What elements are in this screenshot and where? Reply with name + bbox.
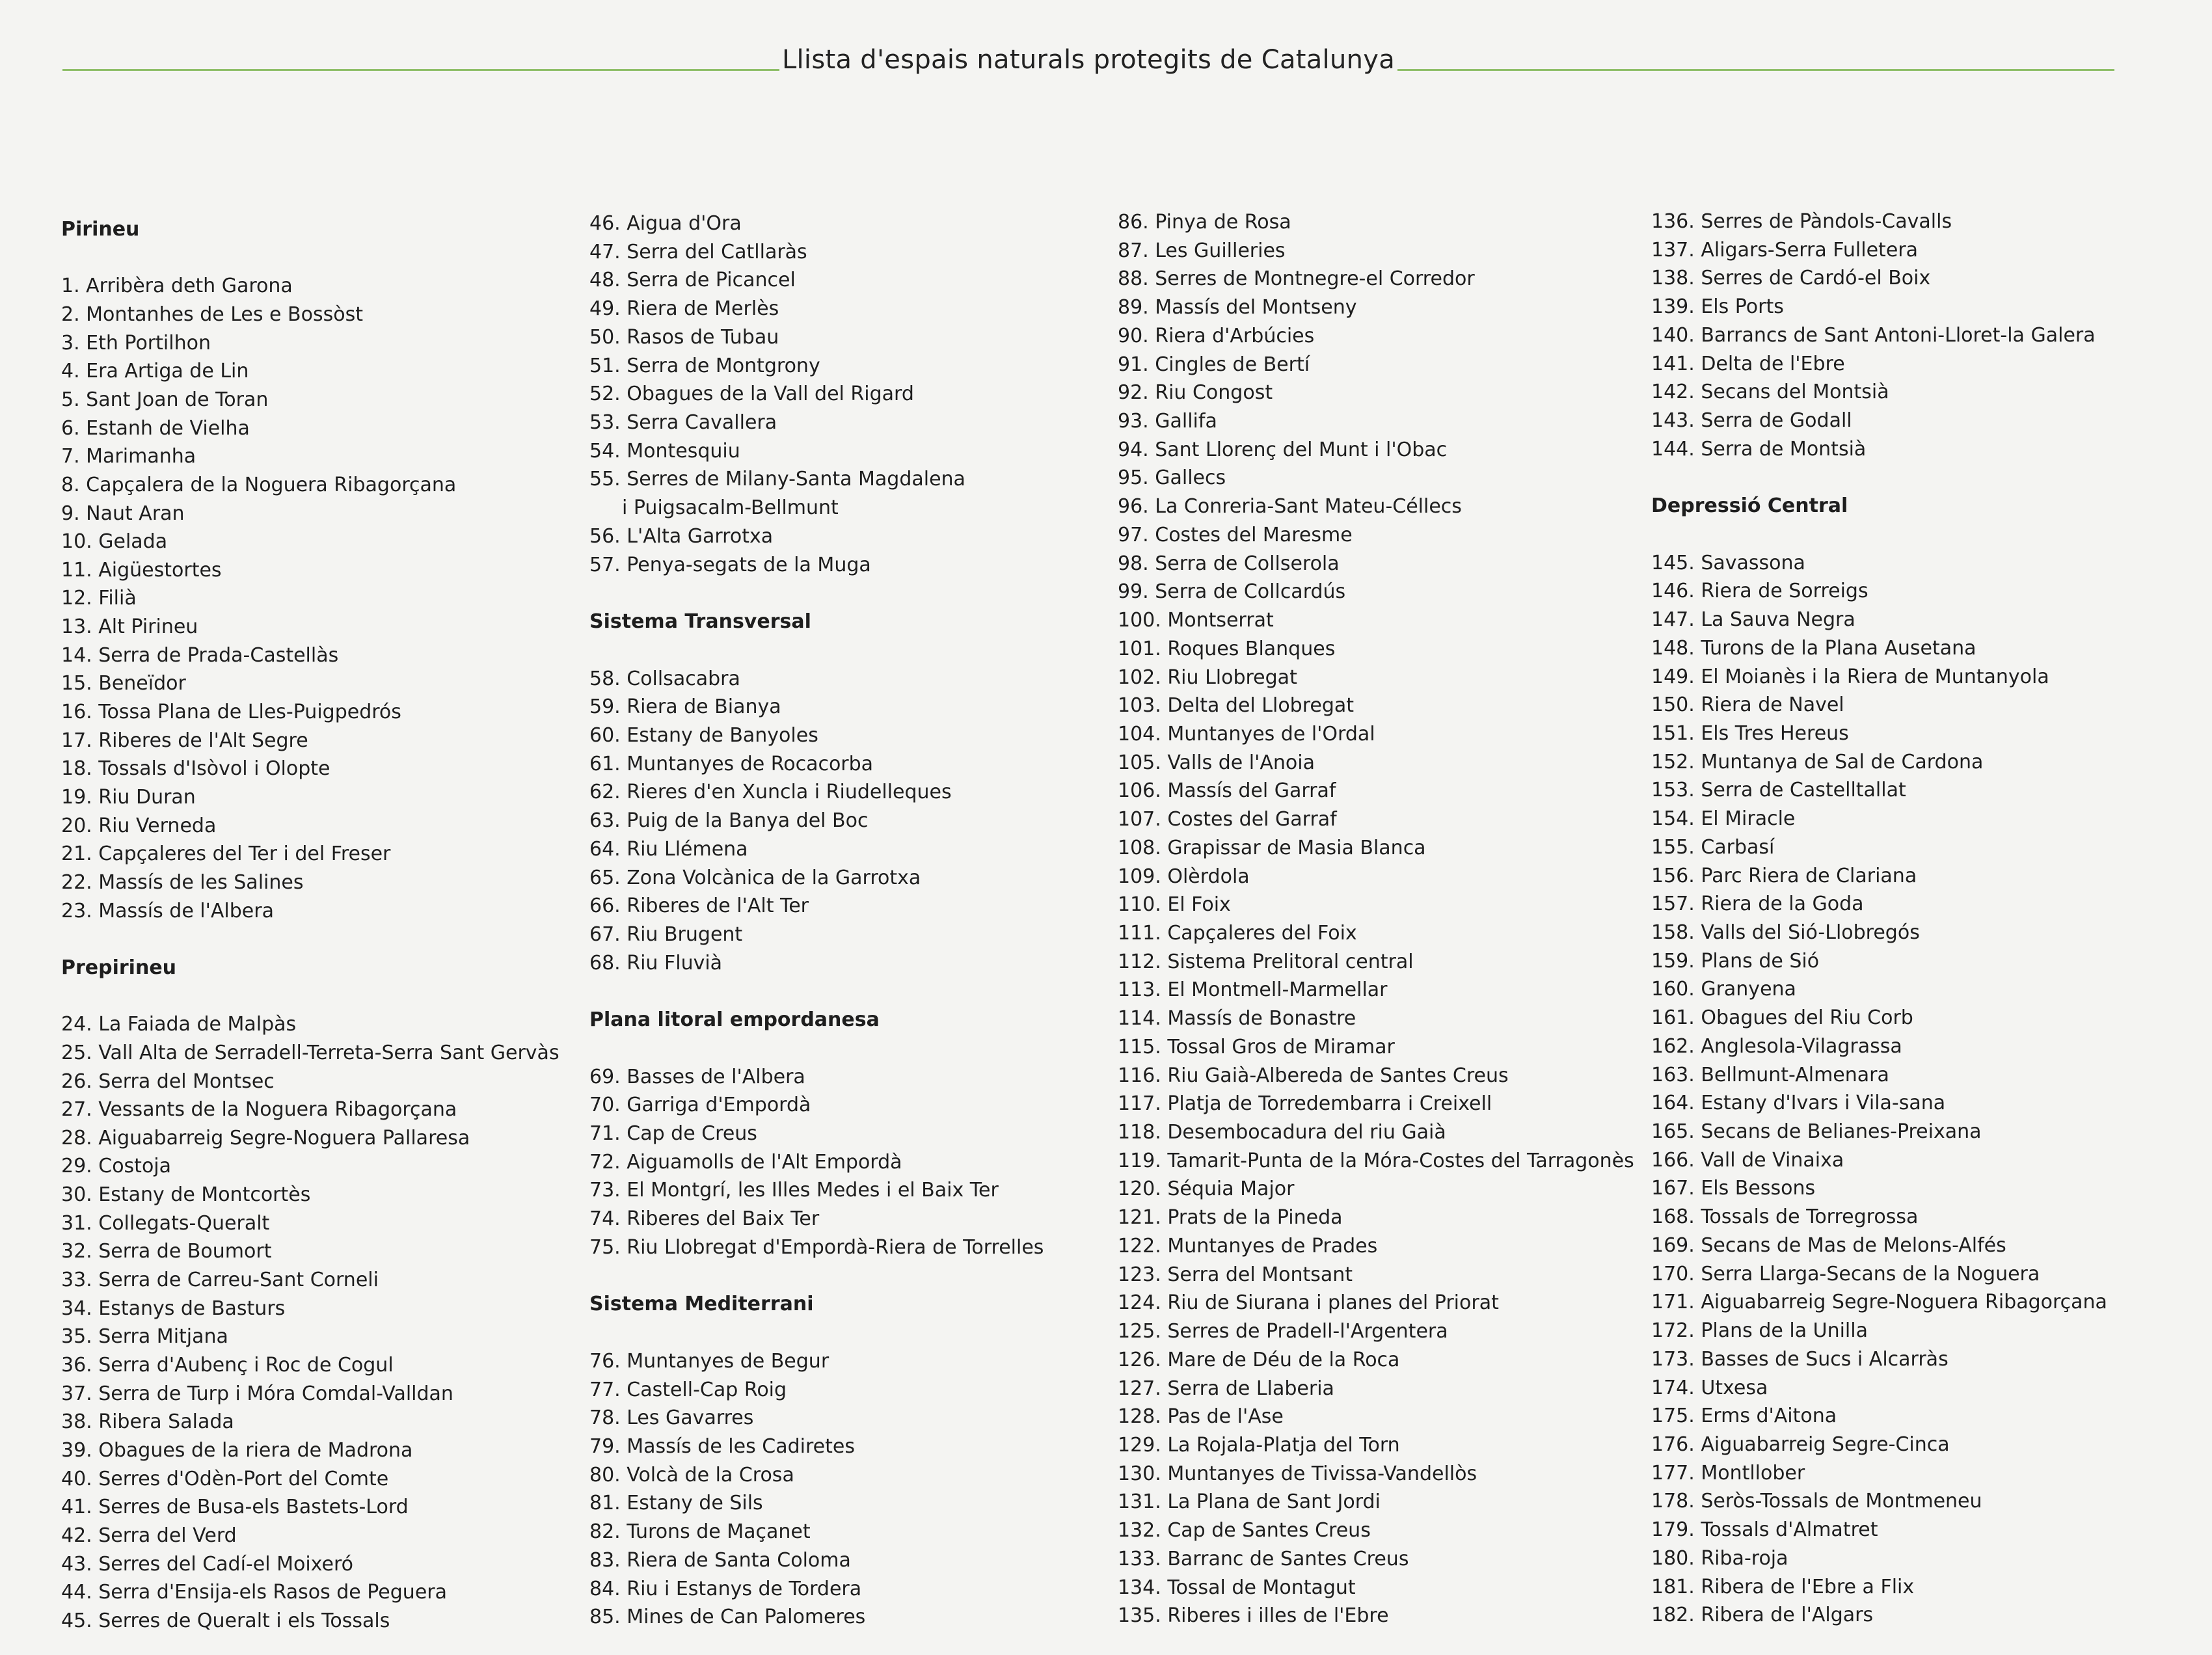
list-item: 58. Collsacabra	[589, 667, 740, 690]
list-item: 75. Riu Llobregat d'Empordà-Riera de Torrelles	[589, 1235, 1044, 1259]
list-item: 59. Riera de Bianya	[589, 695, 781, 719]
list-item: 26. Serra del Montsec	[61, 1070, 275, 1093]
list-item: 141. Delta de l'Ebre	[1651, 352, 1845, 375]
list-item: 162. Anglesola-Vilagrassa	[1651, 1034, 1902, 1058]
region-heading: Pirineu	[61, 218, 140, 241]
list-item: 8. Capçalera de la Noguera Ribagorçana	[61, 473, 457, 496]
list-item: 126. Mare de Déu de la Roca	[1118, 1348, 1400, 1371]
list-item: 50. Rasos de Tubau	[589, 325, 779, 349]
list-item: 12. Filià	[61, 587, 137, 610]
list-item: 86. Pinya de Rosa	[1118, 211, 1291, 234]
list-item: 131. La Plana de Sant Jordi	[1118, 1490, 1381, 1514]
list-item: 105. Valls de l'Anoia	[1118, 751, 1315, 774]
list-item: 27. Vessants de la Noguera Ribagorçana	[61, 1098, 457, 1122]
list-item: 163. Bellmunt-Almenara	[1651, 1063, 1889, 1086]
list-item: 138. Serres de Cardó-el Boix	[1651, 267, 1931, 290]
list-item: 3. Eth Portilhon	[61, 331, 211, 355]
list-item: 70. Garriga d'Empordà	[589, 1094, 811, 1117]
list-item: 176. Aiguabarreig Segre-Cinca	[1651, 1433, 1950, 1456]
list-item: 178. Seròs-Tossals de Montmeneu	[1651, 1490, 1982, 1513]
list-item: 171. Aiguabarreig Segre-Noguera Ribagorçana	[1651, 1291, 2107, 1314]
list-item: 144. Serra de Montsià	[1651, 437, 1867, 461]
list-item: 49. Riera de Merlès	[589, 297, 779, 321]
list-item: 136. Serres de Pàndols-Cavalls	[1651, 210, 1952, 233]
list-item: 48. Serra de Picancel	[589, 269, 796, 292]
list-item: 129. La Rojala-Platja del Torn	[1118, 1433, 1400, 1457]
list-item: 4. Era Artiga de Lin	[61, 360, 249, 383]
list-item: 92. Riu Congost	[1118, 381, 1273, 405]
list-item: 29. Costoja	[61, 1155, 172, 1178]
list-item: 90. Riera d'Arbúcies	[1118, 324, 1315, 347]
list-item: 80. Volcà de la Crosa	[589, 1463, 794, 1487]
list-item: 94. Sant Llorenç del Munt i l'Obac	[1118, 438, 1448, 461]
list-item: 85. Mines de Can Palomeres	[589, 1606, 866, 1629]
list-item: 65. Zona Volcànica de la Garrotxa	[589, 866, 921, 889]
list-item: 150. Riera de Navel	[1651, 693, 1844, 717]
list-item: 53. Serra Cavallera	[589, 411, 777, 435]
page-header	[62, 44, 2114, 75]
list-item: 106. Massís del Garraf	[1118, 779, 1336, 803]
list-item: 82. Turons de Maçanet	[589, 1520, 811, 1544]
list-item: 61. Muntanyes de Rocacorba	[589, 752, 874, 775]
list-item: 113. El Montmell-Marmellar	[1118, 978, 1388, 1002]
list-item: 14. Serra de Prada-Castellàs	[61, 643, 339, 667]
list-item: 52. Obagues de la Vall del Rigard	[589, 383, 914, 406]
list-item: 122. Muntanyes de Prades	[1118, 1234, 1378, 1258]
list-item: 41. Serres de Busa-els Bastets-Lord	[61, 1496, 409, 1519]
list-item: 63. Puig de la Banya del Boc	[589, 809, 869, 833]
list-item: 101. Roques Blanques	[1118, 637, 1336, 660]
list-item: 60. Estany de Banyoles	[589, 723, 818, 747]
list-item: 167. Els Bessons	[1651, 1177, 1816, 1200]
list-item: 91. Cingles de Bertí	[1118, 353, 1310, 376]
list-item: 72. Aiguamolls de l'Alt Empordà	[589, 1150, 902, 1174]
list-item: 147. La Sauva Negra	[1651, 608, 1855, 632]
list-item: 18. Tossals d'Isòvol i Olopte	[61, 757, 330, 781]
list-item: 95. Gallecs	[1118, 466, 1226, 490]
region-heading: Sistema Mediterrani	[589, 1293, 814, 1316]
list-item: 145. Savassona	[1651, 551, 1805, 574]
list-item: 109. Olèrdola	[1118, 865, 1250, 888]
list-item: 156. Parc Riera de Clariana	[1651, 864, 1917, 887]
list-item: 55. Serres de Milany-Santa Magdalena	[589, 468, 965, 491]
list-item: 155. Carbasí	[1651, 835, 1775, 859]
list-item: 114. Massís de Bonastre	[1118, 1007, 1356, 1030]
list-item: 118. Desembocadura del riu Gaià	[1118, 1121, 1446, 1144]
list-item: 81. Estany de Sils	[589, 1492, 763, 1515]
list-item: 175. Erms d'Aitona	[1651, 1405, 1837, 1428]
list-item: 32. Serra de Boumort	[61, 1240, 272, 1263]
list-item: 102. Riu Llobregat	[1118, 666, 1297, 689]
list-item: 111. Capçaleres del Foix	[1118, 922, 1357, 945]
list-item: 37. Serra de Turp i Móra Comdal-Valldan	[61, 1382, 453, 1405]
list-item: 119. Tamarit-Punta de la Móra-Costes del Tarragonès	[1118, 1149, 1634, 1172]
list-item: 169. Secans de Mas de Melons-Alfés	[1651, 1233, 2006, 1257]
list-item: 174. Utxesa	[1651, 1376, 1768, 1399]
list-item: 13. Alt Pirineu	[61, 615, 198, 639]
list-item: 124. Riu de Siurana i planes del Priorat	[1118, 1291, 1499, 1315]
region-heading: Sistema Transversal	[589, 610, 811, 634]
list-item: 149. El Moianès i la Riera de Muntanyola	[1651, 665, 2049, 688]
list-item: 89. Massís del Montseny	[1118, 296, 1357, 319]
list-item: 73. El Montgrí, les Illes Medes i el Baix Ter	[589, 1179, 999, 1202]
list-item: 103. Delta del Llobregat	[1118, 694, 1355, 718]
list-item: 74. Riberes del Baix Ter	[589, 1207, 820, 1231]
list-item: 54. Montesquiu	[589, 439, 740, 463]
list-item: 25. Vall Alta de Serradell-Terreta-Serra Sant Gervàs	[61, 1041, 560, 1064]
list-item: 44. Serra d'Ensija-els Rasos de Peguera	[61, 1581, 447, 1604]
list-item: 140. Barrancs de Sant Antoni-Lloret-la Galera	[1651, 323, 2096, 347]
list-item: 28. Aiguabarreig Segre-Noguera Pallaresa	[61, 1126, 470, 1150]
list-item: 88. Serres de Montnegre-el Corredor	[1118, 267, 1475, 291]
list-item: 112. Sistema Prelitoral central	[1118, 950, 1414, 973]
list-item: 11. Aigüestortes	[61, 558, 222, 582]
list-item: 172. Plans de la Unilla	[1651, 1319, 1868, 1343]
list-item: 64. Riu Llémena	[589, 837, 748, 861]
list-item: 143. Serra de Godall	[1651, 409, 1852, 433]
list-item: 57. Penya-segats de la Muga	[589, 553, 871, 576]
list-item: 148. Turons de la Plana Ausetana	[1651, 636, 1976, 660]
list-item: 151. Els Tres Hereus	[1651, 721, 1849, 745]
list-item: 99. Serra de Collcardús	[1118, 580, 1346, 604]
list-item: 165. Secans de Belianes-Preixana	[1651, 1120, 1982, 1144]
list-item: 22. Massís de les Salines	[61, 870, 304, 894]
list-item: 161. Obagues del Riu Corb	[1651, 1006, 1913, 1030]
list-item: 146. Riera de Sorreigs	[1651, 580, 1868, 603]
list-item: 38. Ribera Salada	[61, 1410, 234, 1434]
list-item: 67. Riu Brugent	[589, 923, 743, 946]
list-item: 139. Els Ports	[1651, 295, 1784, 319]
list-item: 96. La Conreria-Sant Mateu-Céllecs	[1118, 495, 1462, 518]
list-item: 97. Costes del Maresme	[1118, 523, 1353, 546]
region-heading: Plana litoral empordanesa	[589, 1008, 880, 1032]
list-item: 79. Massís de les Cadiretes	[589, 1434, 855, 1458]
list-item: 135. Riberes i illes de l'Ebre	[1118, 1604, 1389, 1628]
region-heading: Depressió Central	[1651, 494, 1848, 518]
list-item: 68. Riu Fluvià	[589, 951, 723, 975]
list-item: 77. Castell-Cap Roig	[589, 1378, 787, 1401]
list-item: 16. Tossa Plana de Lles-Puigpedrós	[61, 701, 401, 724]
list-item: 78. Les Gavarres	[589, 1406, 754, 1430]
list-item: 127. Serra de Llaberia	[1118, 1377, 1334, 1400]
list-item: 2. Montanhes de Les e Bossòst	[61, 303, 363, 326]
list-item: 1. Arribèra deth Garona	[61, 275, 293, 298]
list-item: 166. Vall de Vinaixa	[1651, 1148, 1844, 1172]
list-item: 157. Riera de la Goda	[1651, 893, 1864, 916]
list-item: 31. Collegats-Queralt	[61, 1211, 270, 1235]
region-heading: Prepirineu	[61, 956, 177, 979]
list-item: 168. Tossals de Torregrossa	[1651, 1205, 1919, 1229]
list-item: 100. Montserrat	[1118, 609, 1274, 632]
list-item: 46. Aigua d'Ora	[589, 212, 742, 235]
list-item: 6. Estanh de Vielha	[61, 416, 250, 440]
list-item: 116. Riu Gaià-Albereda de Santes Creus	[1118, 1064, 1509, 1087]
list-item: 160. Granyena	[1651, 978, 1796, 1001]
list-item: 128. Pas de l'Ase	[1118, 1405, 1284, 1429]
list-item: 182. Ribera de l'Algars	[1651, 1604, 1874, 1627]
list-item: 164. Estany d'Ivars i Vila-sana	[1651, 1092, 1946, 1115]
list-item: 24. La Faiada de Malpàs	[61, 1013, 297, 1036]
list-item: 110. El Foix	[1118, 893, 1231, 917]
list-item: 71. Cap de Creus	[589, 1122, 757, 1146]
list-item: 9. Naut Aran	[61, 502, 185, 525]
list-item: 125. Serres de Pradell-l'Argentera	[1118, 1320, 1448, 1343]
list-item: i Puigsacalm-Bellmunt	[622, 496, 839, 520]
list-item: 120. Séquia Major	[1118, 1177, 1295, 1201]
list-item: 177. Montllober	[1651, 1461, 1805, 1485]
list-item: 117. Platja de Torredembarra i Creixell	[1118, 1092, 1492, 1116]
list-item: 181. Ribera de l'Ebre a Flix	[1651, 1575, 1915, 1598]
list-item: 134. Tossal de Montagut	[1118, 1576, 1356, 1599]
list-item: 7. Marimanha	[61, 445, 196, 468]
list-item: 121. Prats de la Pineda	[1118, 1206, 1343, 1230]
list-item: 83. Riera de Santa Coloma	[589, 1548, 851, 1572]
list-item: 21. Capçaleres del Ter i del Freser	[61, 842, 391, 866]
list-item: 107. Costes del Garraf	[1118, 808, 1337, 831]
list-item: 137. Aligars-Serra Fulletera	[1651, 238, 1918, 262]
list-item: 47. Serra del Catllaràs	[589, 240, 807, 263]
list-item: 69. Basses de l'Albera	[589, 1065, 805, 1088]
list-item: 36. Serra d'Aubenç i Roc de Cogul	[61, 1354, 394, 1377]
list-item: 123. Serra del Montsant	[1118, 1263, 1353, 1286]
list-item: 35. Serra Mitjana	[61, 1325, 228, 1349]
list-item: 130. Muntanyes de Tivissa-Vandellòs	[1118, 1462, 1477, 1485]
list-item: 20. Riu Verneda	[61, 814, 217, 837]
list-item: 23. Massís de l'Albera	[61, 899, 274, 922]
list-item: 115. Tossal Gros de Miramar	[1118, 1035, 1395, 1058]
list-item: 42. Serra del Verd	[61, 1524, 237, 1547]
list-item: 33. Serra de Carreu-Sant Corneli	[61, 1269, 379, 1292]
list-item: 51. Serra de Montgrony	[589, 354, 820, 377]
list-item: 39. Obagues de la riera de Madrona	[61, 1438, 413, 1462]
list-item: 158. Valls del Sió-Llobregós	[1651, 921, 1920, 944]
list-item: 179. Tossals d'Almatret	[1651, 1518, 1878, 1542]
list-item: 10. Gelada	[61, 530, 168, 554]
list-item: 62. Rieres d'en Xuncla i Riudelleques	[589, 781, 952, 804]
list-item: 104. Muntanyes de l'Ordal	[1118, 722, 1375, 746]
list-item: 93. Gallifa	[1118, 410, 1217, 433]
list-item: 98. Serra de Collserola	[1118, 552, 1340, 575]
list-item: 173. Basses de Sucs i Alcarràs	[1651, 1347, 1949, 1371]
list-item: 66. Riberes de l'Alt Ter	[589, 895, 809, 918]
list-item: 5. Sant Joan de Toran	[61, 388, 269, 411]
list-item: 34. Estanys de Basturs	[61, 1297, 286, 1320]
list-item: 152. Muntanya de Sal de Cardona	[1651, 750, 1984, 774]
list-item: 142. Secans del Montsià	[1651, 381, 1889, 404]
list-item: 30. Estany de Montcortès	[61, 1183, 311, 1207]
page-title: Llista d'espais naturals protegits de Catalunya	[62, 44, 2114, 75]
list-item: 45. Serres de Queralt i els Tossals	[61, 1609, 390, 1632]
list-item: 56. L'Alta Garrotxa	[589, 524, 774, 548]
list-item: 84. Riu i Estanys de Tordera	[589, 1577, 862, 1600]
list-item: 17. Riberes de l'Alt Segre	[61, 729, 308, 752]
list-item: 40. Serres d'Odèn-Port del Comte	[61, 1467, 389, 1490]
list-item: 133. Barranc de Santes Creus	[1118, 1547, 1409, 1570]
list-item: 43. Serres del Cadí-el Moixeró	[61, 1552, 353, 1576]
list-item: 19. Riu Duran	[61, 786, 196, 809]
list-item: 76. Muntanyes de Begur	[589, 1349, 830, 1373]
list-item: 15. Beneïdor	[61, 672, 186, 695]
list-item: 180. Riba-roja	[1651, 1546, 1788, 1570]
list-item: 87. Les Guilleries	[1118, 239, 1286, 262]
list-item: 159. Plans de Sió	[1651, 949, 1820, 973]
list-item: 154. El Miracle	[1651, 807, 1796, 831]
list-item: 108. Grapissar de Masia Blanca	[1118, 836, 1426, 859]
list-item: 170. Serra Llarga-Secans de la Noguera	[1651, 1262, 2040, 1285]
list-item: 132. Cap de Santes Creus	[1118, 1519, 1371, 1542]
list-item: 153. Serra de Castelltallat	[1651, 779, 1906, 802]
